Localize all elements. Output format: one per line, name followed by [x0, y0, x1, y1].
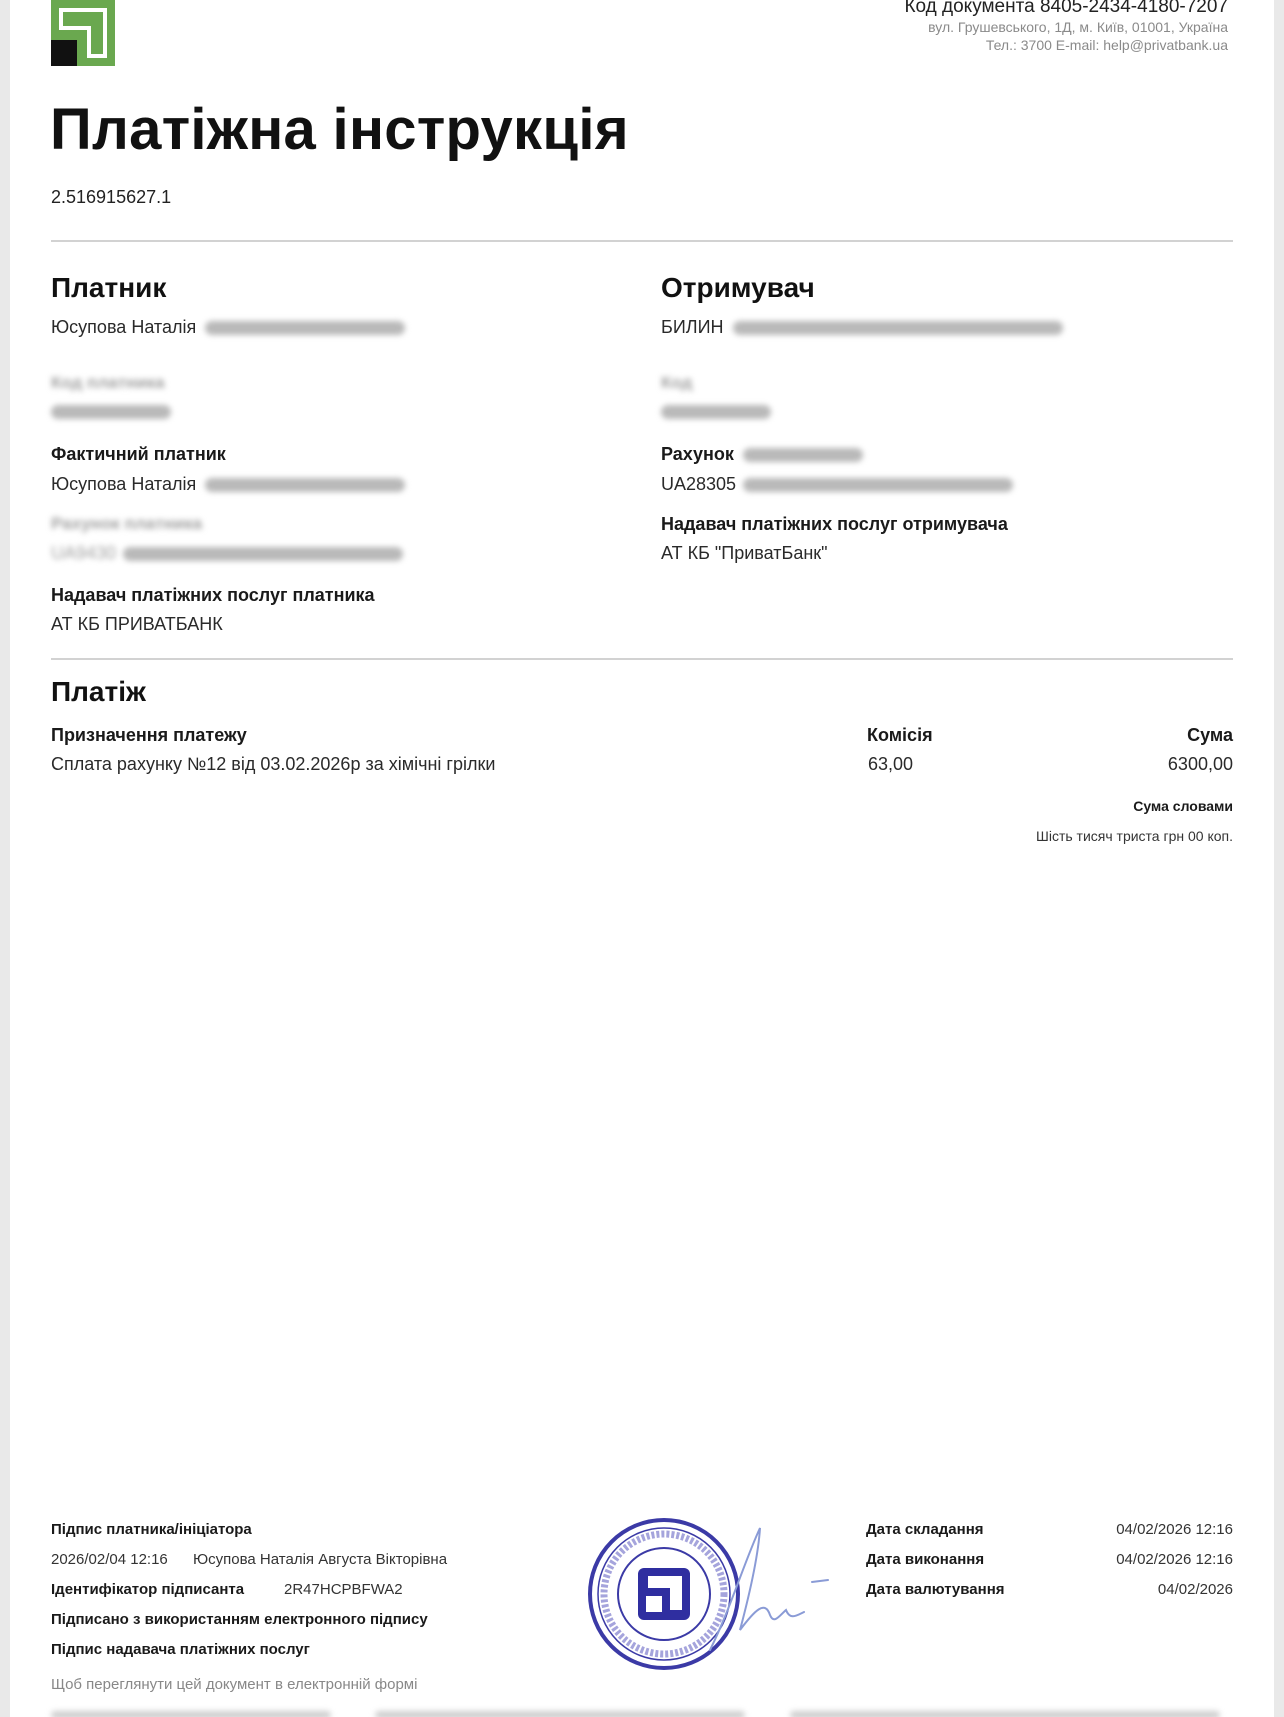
recipient-provider-value: АТ КБ "ПриватБанк" [661, 543, 828, 563]
recipient-code-value [661, 403, 771, 421]
signature-name: Юсупова Наталія Августа Вікторівна [193, 1551, 448, 1568]
actual-payer-label: Фактичний платник [51, 444, 226, 464]
blurred-instructions [51, 1706, 1233, 1716]
divider [51, 658, 1233, 660]
sum-value: 6300,00 [1167, 754, 1233, 774]
payment-purpose-label: Призначення платежу [51, 725, 247, 745]
payment-heading: Платіж [51, 676, 146, 707]
sum-words-value: Шість тисяч триста грн 00 коп. [1036, 828, 1233, 844]
signature-label: Підпис платника/ініціатора [51, 1521, 252, 1538]
bank-address: вул. Грушевського, 1Д, м. Київ, 01001, Україна [928, 19, 1228, 35]
actual-payer-name: Юсупова Наталія [51, 474, 405, 495]
payment-purpose-value: Сплата рахунку №12 від 03.02.2026р за хімічні грілки [51, 754, 496, 774]
payer-name: Юсупова Наталія [51, 317, 405, 338]
payer-provider-value: АТ КБ ПРИВАТБАНК [51, 614, 223, 634]
bank-header-info [904, 0, 1228, 54]
payer-account-label: Рахунок платника [51, 514, 203, 533]
payer-provider-label: Надавач платіжних послуг платника [51, 585, 375, 605]
handwritten-signature-icon [700, 1520, 850, 1660]
date-executed-value: 04/02/2026 12:16 [1116, 1551, 1233, 1568]
privatbank-logo-icon [51, 0, 115, 66]
recipient-account-label: Рахунок [661, 444, 863, 465]
divider [51, 240, 1233, 242]
page-title: Платіжна інструкція [50, 97, 629, 162]
signer-id-label: Ідентифікатор підписанта [51, 1581, 245, 1598]
payer-account-value: UA9430 [51, 543, 403, 564]
commission-label: Комісія [867, 725, 933, 745]
date-created-value: 04/02/2026 12:16 [1116, 1521, 1233, 1538]
recipient-provider-label: Надавач платіжних послуг отримувача [661, 514, 1008, 534]
recipient-heading: Отримувач [661, 272, 815, 303]
view-hint: Щоб переглянути цей документ в електронній формі [51, 1676, 418, 1693]
recipient-name: БИЛИН [661, 317, 1063, 338]
provider-signature-label: Підпис надавача платіжних послуг [51, 1641, 310, 1658]
commission-value: 63,00 [868, 754, 914, 774]
esign-text: Підписано з використанням електронного підпису [51, 1611, 428, 1628]
signer-id-value: 2R47HCPBFWA2 [284, 1581, 403, 1598]
sum-label: Сума [1187, 725, 1233, 745]
date-created-label: Дата складання [866, 1521, 984, 1538]
payer-code-label: Код платника [51, 373, 165, 392]
payer-heading: Платник [51, 272, 167, 303]
date-value-value: 04/02/2026 [1157, 1581, 1233, 1598]
date-value-label: Дата валютування [866, 1581, 1005, 1598]
sum-words-label: Сума словами [1133, 798, 1233, 814]
recipient-code-label: Код [661, 373, 693, 392]
payer-code-value [51, 403, 171, 421]
document-code: Код документа 8405-2434-4180-7207 [904, 0, 1228, 17]
document-number: 2.516915627.1 [51, 187, 172, 207]
date-executed-label: Дата виконання [866, 1551, 985, 1568]
document-page [10, 0, 1274, 1717]
bank-contacts: Тел.: 3700 E-mail: help@privatbank.ua [985, 37, 1228, 53]
recipient-account-value: UA28305 [661, 474, 1013, 495]
signature-datetime: 2026/02/04 12:16 [51, 1551, 168, 1568]
